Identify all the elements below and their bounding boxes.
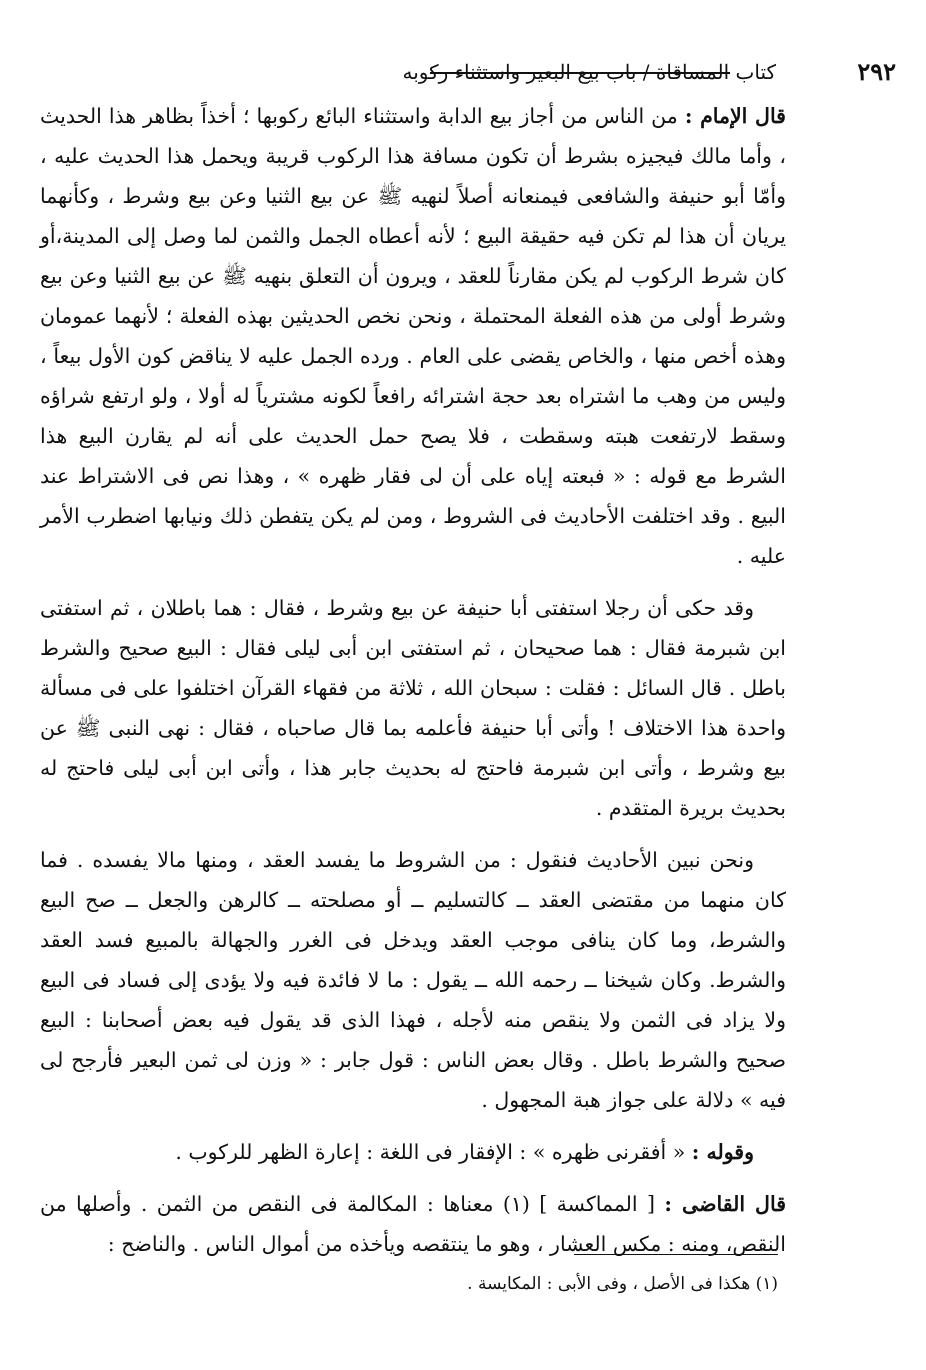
paragraph-text: [ المماكسة ] (١) معناها : المكالمة فى النقص من الثمن . وأصلها من النقص، ومنه : مكس العشار ، وهو ما ينتقصه ويأخذه من أموال الناس . والناضح : — [40, 1192, 786, 1256]
paragraph-qadi — [40, 1184, 786, 1264]
main-text — [40, 96, 786, 1276]
page-number: ٢٩٢ — [857, 57, 896, 86]
paragraph-text: من الناس من أجاز بيع الدابة واستثناء البائع ركوبها ؛ أخذاً بظاهر هذا الحديث ، وأما مالك فيجيزه بشرط أن تكون مسافة هذا الركوب قريبة ويحمل هذا الحديث عليه ، وأمّا أبو حنيفة والشافعى فيمنعانه أصلاً لنهيه ﷺ عن بيع الثنيا وعن بيع وشرط ، وكأنهما يريان أن هذا لم تكن فيه حقيقة البيع ؛ لأنه أعطاه الجمل والثمن لما وصل إلى المدينة،أو كان شرط الركوب لم يكن مقارناً للعقد ، ويرون أن التعلق بنهيه ﷺ عن بيع الثنيا وعن بيع وشرط أولى من هذه الفعلة المحتملة ، ونحن نخص الحديثين بهذه الفعلة ؛ لأنهما عمومان وهذه أخص منها ، والخاص يقضى على العام . ورده الجمل عليه لا يناقض كون الأول بيعاً ، وليس من وهب ما اشتراه بعد حجة اشترائه رافعاً لكونه مشترياً له أولا ، ولو ارتفع شراؤه وسقط لارتفعت هبته وسقطت ، فلا يصح حمل الحديث على أنه لم يقارن البيع هذا الشرط مع قوله : « فبعته إياه على أن لى فقار ظهره » ، وهذا نص فى الاشتراط عند البيع . وقد اختلفت الأحاديث فى الشروط ، ومن لم يكن يتفطن ذلك ونيابها اضطرب الأمر عليه . — [40, 104, 786, 568]
paragraph-text: ونحن نبين الأحاديث فنقول : من الشروط ما يفسد العقد ، ومنها مالا يفسده . فما كان منهما من مقتضى العقد ــ كالتسليم ــ أو مصلحته ــ كالرهن والجعل ــ صح البيع والشرط، وما كان ينافى موجب العقد ويدخل فى الغرر والجهالة بالمبيع فسد العقد والشرط. وكان شيخنا ــ رحمه الله ــ يقول : ما لا فائدة فيه ولا يؤدى إلى فساد فى البيع ولا يزاد فى الثمن ولا ينقص منه لأجله ، فهذا الذى قد يقول فيه بعض أصحابنا : البيع صحيح والشرط باطل . وقال بعض الناس : قول جابر : « وزن لى ثمن البعير فأرجح لى فيه » دلالة على جواز هبة المجهول . — [40, 848, 786, 1112]
footnote-rule — [574, 1254, 778, 1255]
paragraph-lead: وقوله : — [691, 1140, 754, 1164]
paragraph-lead: قال القاضى : — [664, 1192, 786, 1216]
paragraph-text: « أفقرنى ظهره » : الإفقار فى اللغة : إعارة الظهر للركوب . — [175, 1140, 692, 1164]
paragraph-lead: قال الإمام : — [684, 104, 786, 128]
paragraph-text: وقد حكى أن رجلا استفتى أبا حنيفة عن بيع وشرط ، فقال : هما باطلان ، ثم استفتى ابن شبرمة فقال : هما صحيحان ، ثم استفتى ابن أبى ليلى فقال : البيع صحيح والشرط باطل . قال السائل : فقلت : سبحان الله ، ثلاثة من فقهاء القرآن اختلفوا على فى مسألة واحدة هذا الاختلاف ! وأتى أبا حنيفة فأعلمه بما قال صاحباه ، فقال : نهى النبى ﷺ عن بيع وشرط ، وأتى ابن شبرمة فاحتج له بحديث جابر هذا ، وأتى ابن أبى ليلى فاحتج له بحديث بريرة المتقدم . — [40, 596, 786, 820]
header-rule — [430, 72, 730, 74]
footnote-text: (١) هكذا فى الأصل ، وفى الأبى : المكايسة . — [467, 1274, 778, 1294]
paragraph-ifqar — [40, 1132, 786, 1172]
paragraph-story — [40, 588, 786, 828]
paragraph-conditions — [40, 840, 786, 1120]
paragraph-imam — [40, 96, 786, 576]
footnote — [300, 1270, 778, 1298]
running-title: كتاب المساقاة / باب بيع البعير واستثناء ركوبه — [402, 60, 776, 84]
